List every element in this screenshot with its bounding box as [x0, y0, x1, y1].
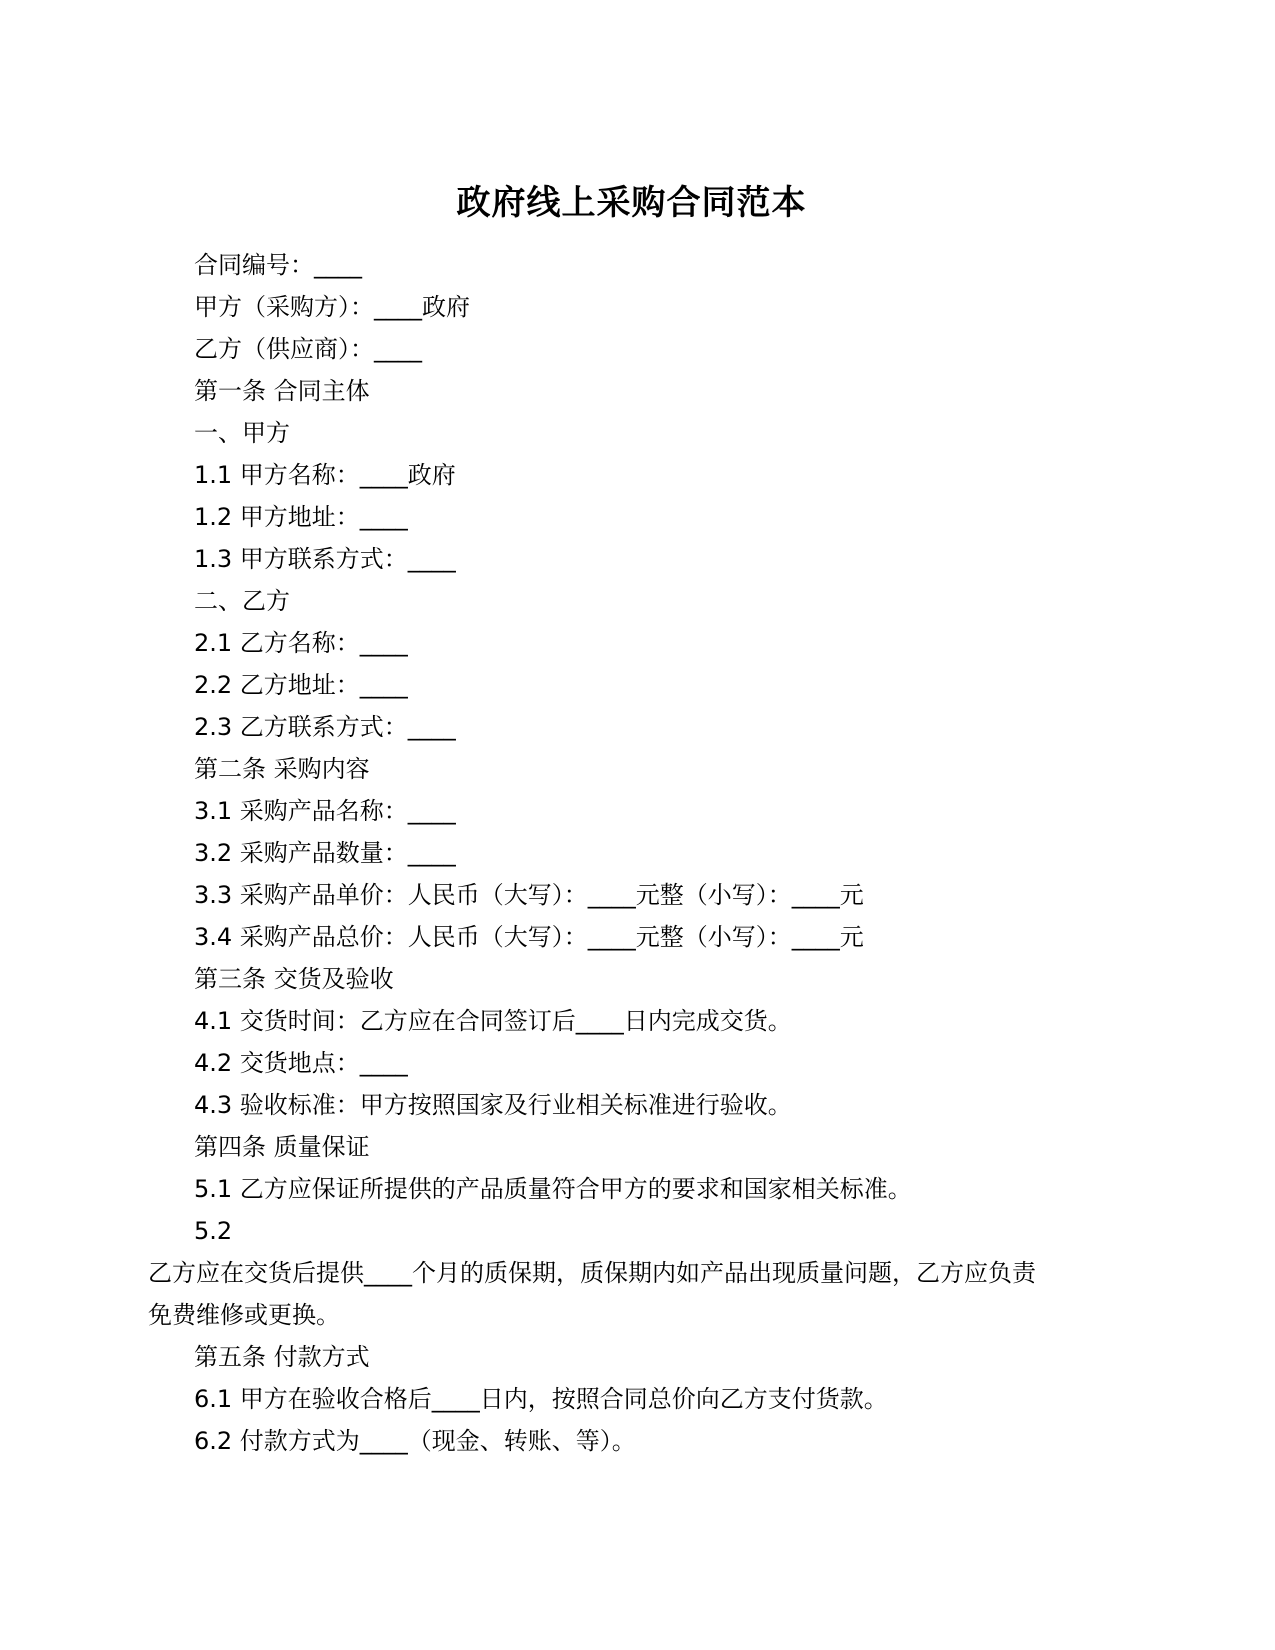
- clause-3-2: 3.2 采购产品数量：____: [194, 839, 456, 867]
- clause-4-3: 4.3 验收标准：甲方按照国家及行业相关标准进行验收。: [194, 1091, 792, 1119]
- party-a-line: 甲方（采购方）：____政府: [194, 293, 470, 321]
- section-2-party-b-heading: 二、乙方: [194, 587, 290, 615]
- clause-1-1: 1.1 甲方名称：____政府: [194, 461, 456, 489]
- section-1-party-a-heading: 一、甲方: [194, 419, 290, 447]
- clause-5-2-number: 5.2: [194, 1217, 233, 1245]
- clause-3-3: 3.3 采购产品单价：人民币（大写）：____元整（小写）：____元: [194, 881, 864, 909]
- clause-4-2: 4.2 交货地点：____: [194, 1049, 408, 1077]
- contract-number-line: 合同编号：____: [194, 251, 362, 279]
- article-5-heading: 第五条 付款方式: [194, 1343, 370, 1371]
- clause-6-2: 6.2 付款方式为____（现金、转账、等）。: [194, 1427, 636, 1455]
- clause-5-2-text-line-2: 免费维修或更换。: [148, 1301, 340, 1329]
- clause-3-4: 3.4 采购产品总价：人民币（大写）：____元整（小写）：____元: [194, 923, 864, 951]
- article-4-heading: 第四条 质量保证: [194, 1133, 370, 1161]
- clause-2-3: 2.3 乙方联系方式：____: [194, 713, 456, 741]
- article-1-heading: 第一条 合同主体: [194, 377, 370, 405]
- clause-4-1: 4.1 交货时间：乙方应在合同签订后____日内完成交货。: [194, 1007, 792, 1035]
- clause-1-2: 1.2 甲方地址：____: [194, 503, 408, 531]
- clause-5-1: 5.1 乙方应保证所提供的产品质量符合甲方的要求和国家相关标准。: [194, 1175, 912, 1203]
- contract-body: [148, 244, 1115, 1462]
- article-2-heading: 第二条 采购内容: [194, 755, 370, 783]
- party-b-line: 乙方（供应商）：____: [194, 335, 422, 363]
- clause-6-1: 6.1 甲方在验收合格后____日内，按照合同总价向乙方支付货款。: [194, 1385, 888, 1413]
- clause-5-2-text-line-1: 乙方应在交货后提供____个月的质保期，质保期内如产品出现质量问题，乙方应负责: [148, 1259, 1036, 1287]
- clause-3-1: 3.1 采购产品名称：____: [194, 797, 456, 825]
- document-title: 政府线上采购合同范本: [456, 183, 807, 223]
- clause-2-2: 2.2 乙方地址：____: [194, 671, 408, 699]
- article-3-heading: 第三条 交货及验收: [194, 965, 394, 993]
- clause-2-1: 2.1 乙方名称：____: [194, 629, 408, 657]
- clause-1-3: 1.3 甲方联系方式：____: [194, 545, 456, 573]
